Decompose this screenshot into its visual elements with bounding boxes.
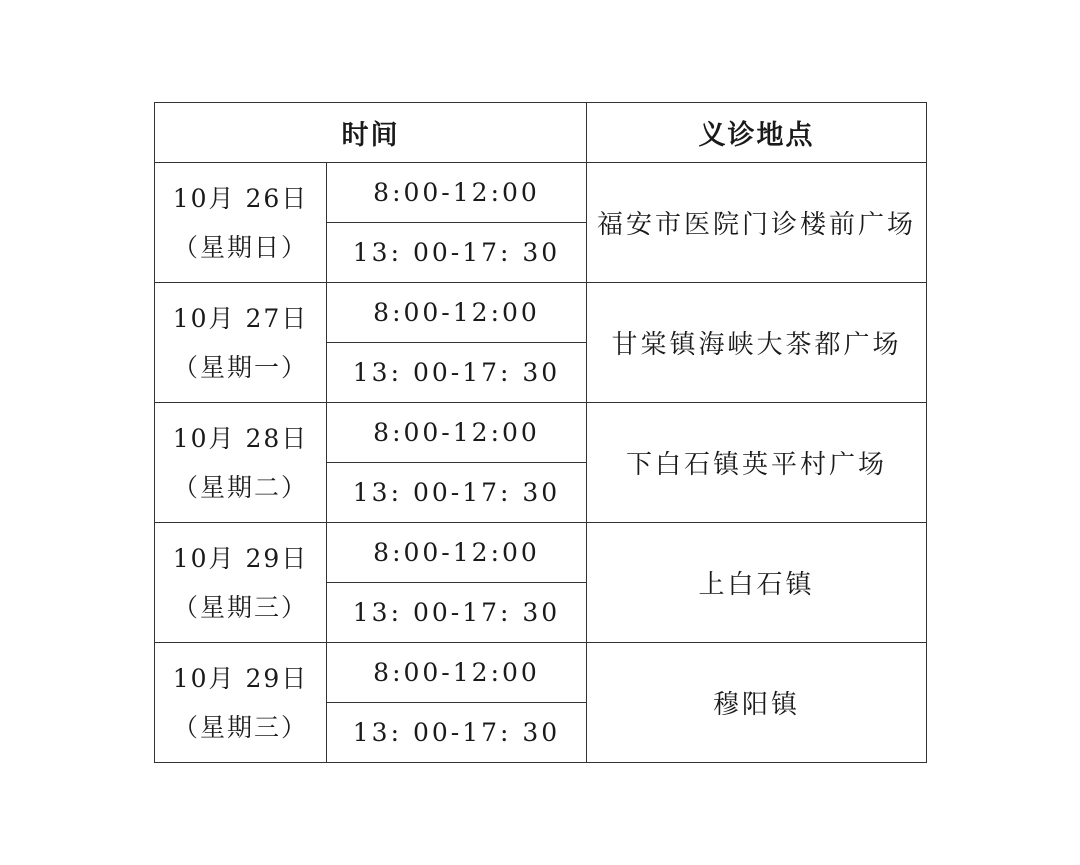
afternoon-time-cell: 13: 00-17: 30 — [327, 703, 587, 763]
table-row — [155, 523, 927, 583]
date-cell — [155, 403, 327, 523]
place-cell: 穆阳镇 — [587, 643, 927, 763]
weekday-text: （星期三） — [172, 712, 308, 742]
weekday-text: （星期二） — [172, 472, 308, 502]
morning-time-cell: 8:00-12:00 — [327, 283, 587, 343]
weekday-text: （星期一） — [172, 352, 308, 382]
table-row — [155, 163, 927, 223]
weekday-text: （星期日） — [172, 232, 308, 262]
header-row — [155, 103, 927, 163]
header-time: 时间 — [155, 103, 587, 163]
date-text: 10月 29日 — [172, 543, 309, 573]
place-cell: 甘棠镇海峡大茶都广场 — [587, 283, 927, 403]
weekday-text: （星期三） — [172, 592, 308, 622]
morning-time-cell: 8:00-12:00 — [327, 523, 587, 583]
date-text: 10月 27日 — [172, 303, 309, 333]
date-cell — [155, 163, 327, 283]
morning-time-cell: 8:00-12:00 — [327, 163, 587, 223]
table-row — [155, 283, 927, 343]
morning-time-cell: 8:00-12:00 — [327, 403, 587, 463]
afternoon-time-cell: 13: 00-17: 30 — [327, 343, 587, 403]
morning-time-cell: 8:00-12:00 — [327, 643, 587, 703]
place-cell: 福安市医院门诊楼前广场 — [587, 163, 927, 283]
date-cell — [155, 643, 327, 763]
place-cell: 上白石镇 — [587, 523, 927, 643]
afternoon-time-cell: 13: 00-17: 30 — [327, 223, 587, 283]
date-text: 10月 29日 — [172, 663, 309, 693]
date-cell — [155, 523, 327, 643]
date-cell — [155, 283, 327, 403]
clinic-schedule-table — [154, 102, 927, 763]
afternoon-time-cell: 13: 00-17: 30 — [327, 463, 587, 523]
place-cell: 下白石镇英平村广场 — [587, 403, 927, 523]
table-row — [155, 643, 927, 703]
date-text: 10月 28日 — [172, 423, 309, 453]
afternoon-time-cell: 13: 00-17: 30 — [327, 583, 587, 643]
table-row — [155, 403, 927, 463]
date-text: 10月 26日 — [172, 183, 309, 213]
header-place: 义诊地点 — [587, 103, 927, 163]
